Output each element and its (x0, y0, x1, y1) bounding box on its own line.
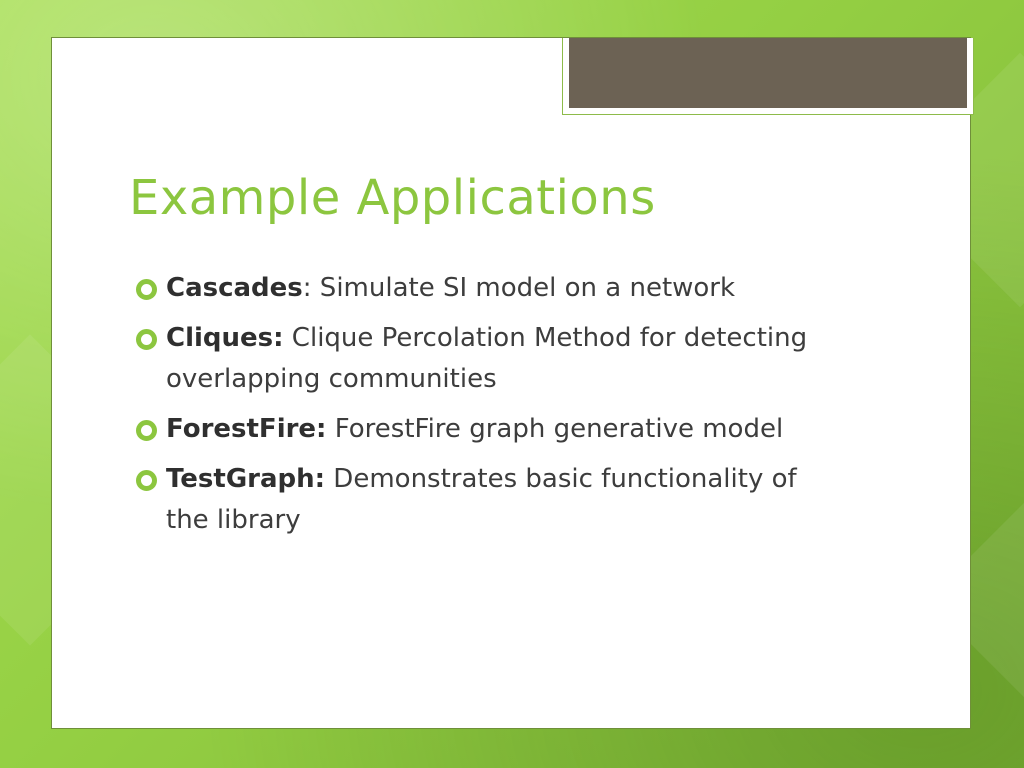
bullet-term: TestGraph: (166, 464, 326, 494)
bullet-list (136, 268, 826, 550)
bullet-text: ForestFire graph generative model (326, 414, 784, 444)
bullet-item-forestfire (136, 409, 826, 450)
bullet-separator: : (302, 273, 312, 303)
bullet-term: ForestFire: (166, 414, 327, 444)
bullet-term: Cliques: (166, 323, 284, 353)
header-tab (562, 38, 974, 115)
ring-bullet-icon (136, 329, 157, 350)
bullet-item-cliques (136, 318, 826, 400)
slide-title: Example Applications (129, 170, 656, 226)
ring-bullet-icon (136, 470, 157, 491)
header-tab-fill (569, 38, 967, 108)
bullet-item-testgraph (136, 459, 826, 541)
bullet-text: Demonstrates basic functionality of the library (166, 464, 797, 535)
bullet-text: Simulate SI model on a network (311, 273, 736, 303)
bullet-item-cascades (136, 268, 826, 309)
ring-bullet-icon (136, 279, 157, 300)
bullet-term: Cascades (166, 273, 303, 303)
ring-bullet-icon (136, 420, 157, 441)
bullet-text: Clique Percolation Method for detecting overlapping communities (166, 323, 808, 394)
